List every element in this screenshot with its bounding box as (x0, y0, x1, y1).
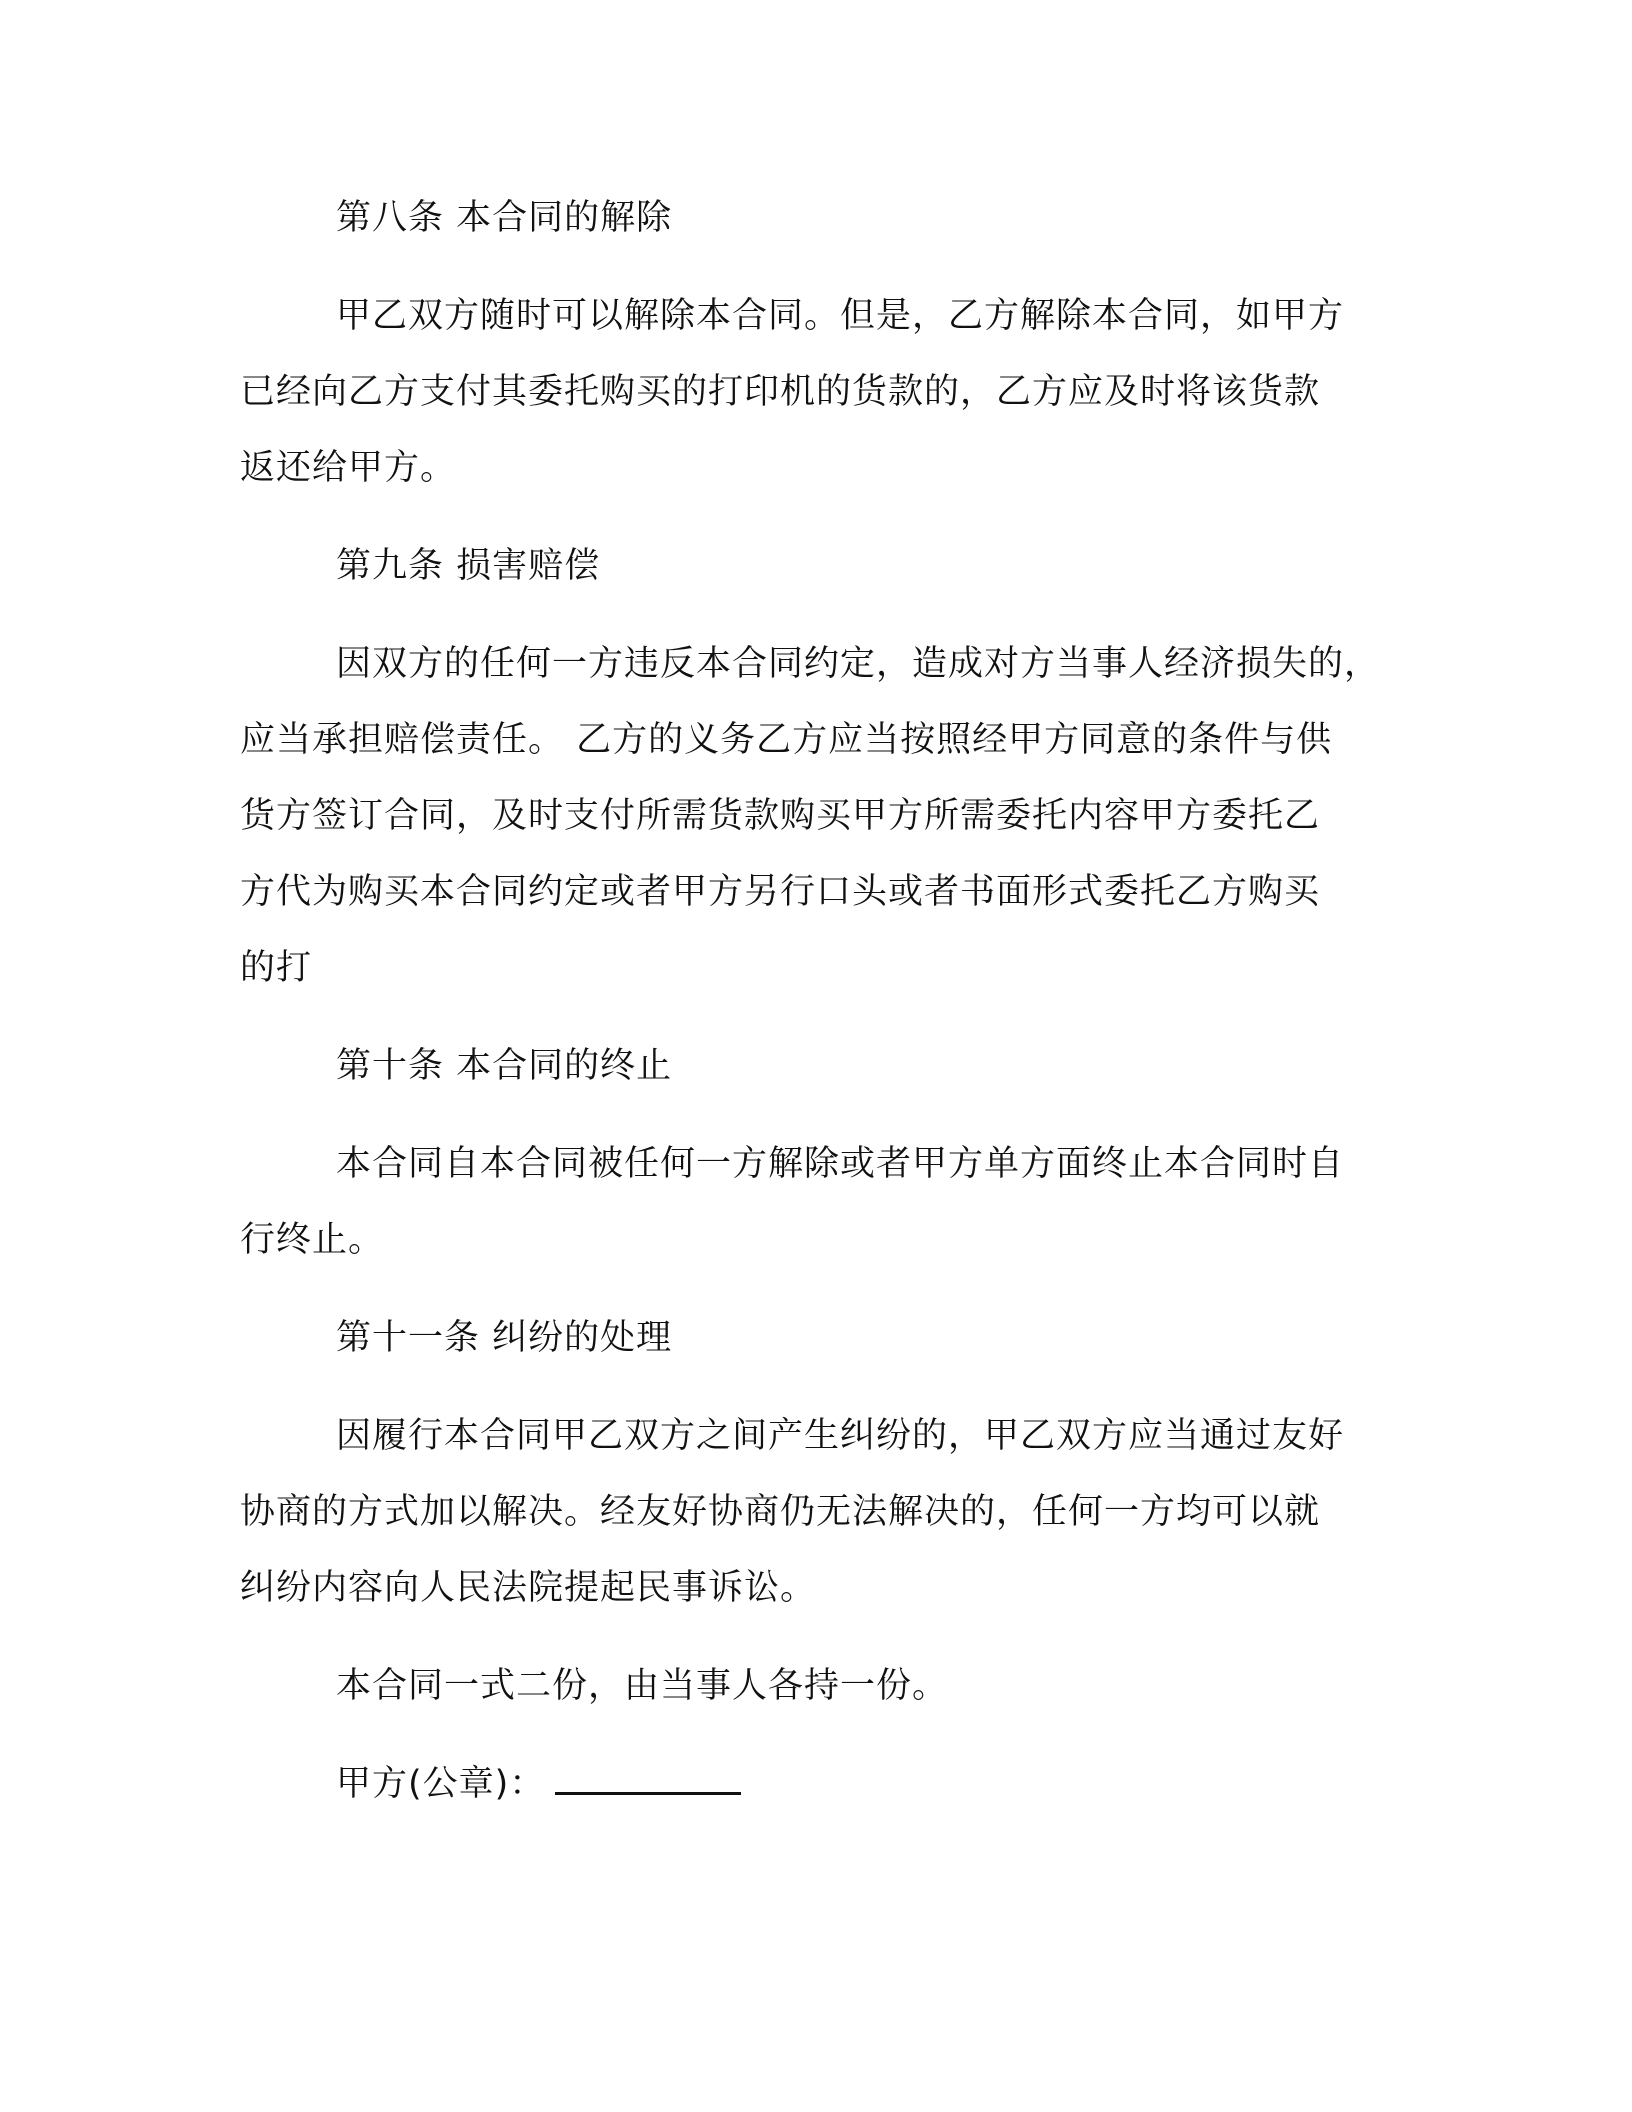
party-a-label: 甲方(公章)： (336, 1764, 546, 1804)
paragraph-line: 纠纷内容向人民法院提起民事诉讼。 (240, 1568, 817, 1608)
article-11-heading: 第十一条 纠纷的处理 (336, 1318, 673, 1358)
paragraph-line: 方代为购买本合同约定或者甲方另行口头或者书面形式委托乙方购买 (240, 872, 1321, 912)
article-9-heading: 第九条 损害赔偿 (336, 546, 601, 586)
article-9-body (240, 626, 1390, 1006)
article-8-heading: 第八条 本合同的解除 (336, 198, 673, 238)
paragraph-line: 返还给甲方。 (240, 448, 457, 488)
paragraph-line: 甲乙双方随时可以解除本合同。但是，乙方解除本合同，如甲方 (336, 296, 1345, 336)
paragraph-line: 协商的方式加以解决。经友好协商仍无法解决的，任何一方均可以就 (240, 1492, 1321, 1532)
signature-blank (555, 1762, 741, 1795)
article-10-body (240, 1126, 1390, 1278)
paragraph-line: 已经向乙方支付其委托购买的打印机的货款的，乙方应及时将该货款 (240, 372, 1321, 412)
article-11-body (240, 1398, 1390, 1626)
paragraph-line: 因履行本合同甲乙双方之间产生纠纷的，甲乙双方应当通过友好 (336, 1416, 1345, 1456)
paragraph-line: 行终止。 (240, 1220, 385, 1260)
article-10-heading: 第十条 本合同的终止 (336, 1046, 673, 1086)
article-8-body (240, 278, 1390, 506)
document-page (240, 180, 1390, 1822)
paragraph-line: 货方签订合同，及时支付所需货款购买甲方所需委托内容甲方委托乙 (240, 796, 1321, 836)
paragraph-line: 本合同自本合同被任何一方解除或者甲方单方面终止本合同时自 (336, 1144, 1345, 1184)
paragraph-line: 应当承担赔偿责任。 乙方的义务乙方应当按照经甲方同意的条件与供 (240, 720, 1333, 760)
paragraph-line: 因双方的任何一方违反本合同约定，造成对方当事人经济损失的， (336, 644, 1381, 684)
copies-note: 本合同一式二份，由当事人各持一份。 (336, 1666, 949, 1706)
paragraph-line: 的打 (240, 948, 313, 988)
party-a-signature-line (240, 1746, 1390, 1822)
